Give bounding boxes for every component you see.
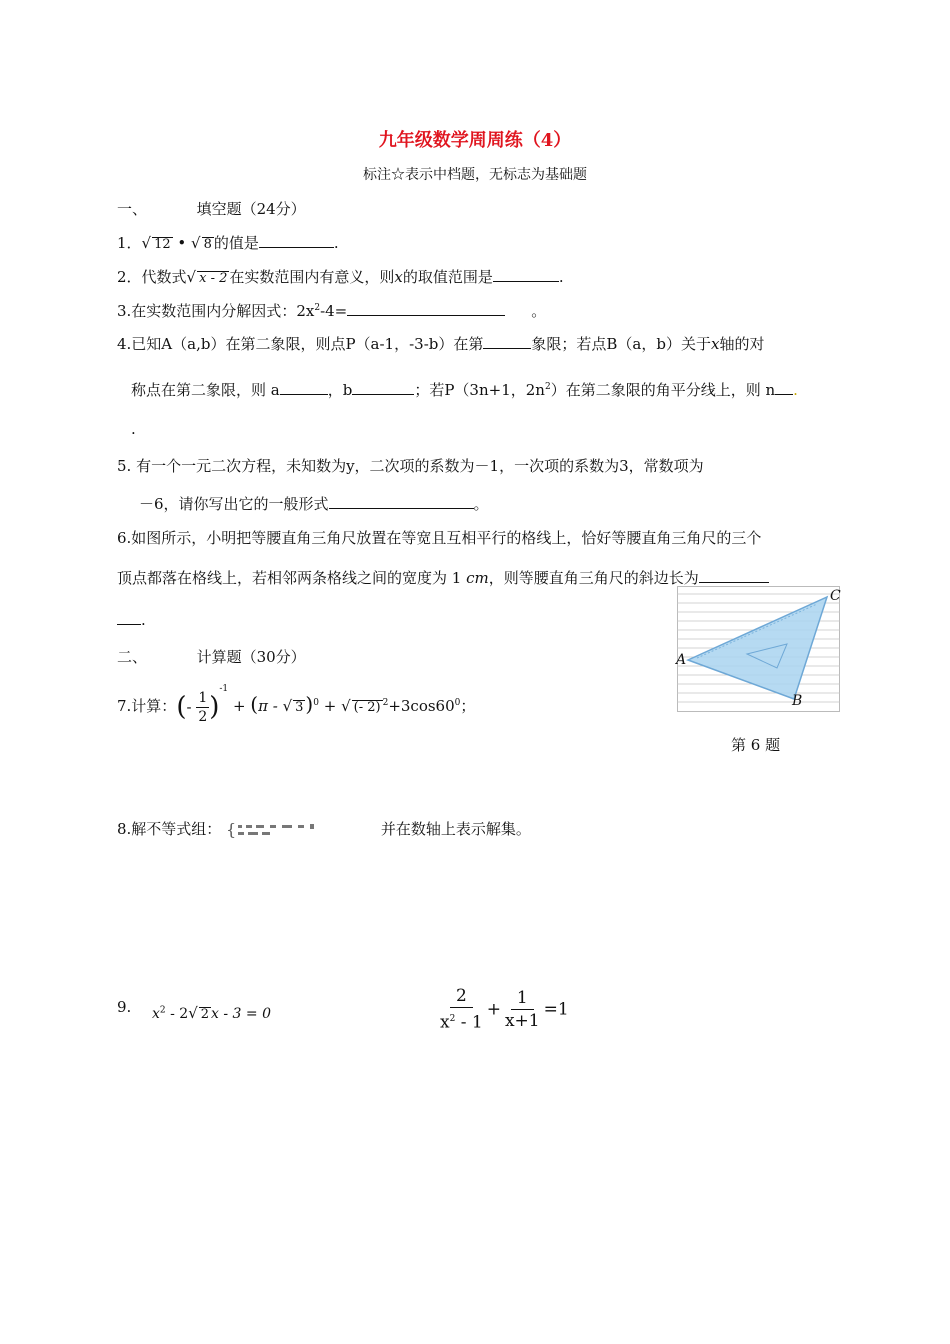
question-4-line-1: 4.已知A（a,b）在第二象限，则点P（a-1，-3-b）在第 象限；若点B（a，b）关于x轴的对: [117, 335, 765, 353]
question-8: 8.解不等式组： { 并在数轴上表示解集。: [117, 820, 531, 838]
section-label: 计算题（30分）: [196, 648, 306, 666]
question-6-line-1: 6.如图所示，小明把等腰直角三角尺放置在等宽且互相平行的格线上，恰好等腰直角三角尺的三个: [117, 529, 762, 547]
figure-caption: 第 6 题: [731, 736, 781, 754]
label-b: B: [792, 693, 803, 709]
question-5-line-2: －6，请你写出它的一般形式 。: [139, 495, 489, 513]
section-calculation: [117, 646, 306, 667]
question-6-line-3: .: [117, 610, 146, 629]
fraction-1-over-x-plus-1: $\frac{1}{x+1}$: [504, 987, 540, 1031]
question-4-line-3: .: [131, 420, 136, 438]
section-number: 二、: [117, 648, 148, 666]
fraction-2-over-x2-1: $\frac{2}{x^2 - 1}$: [440, 986, 483, 1033]
question-9-equation-2: $\frac{2}{x^2 - 1}$ + $\frac{1}{x+1}$ =1: [436, 985, 569, 1034]
section-fill-in: [117, 198, 306, 219]
question-7: 7.计算：(- $\frac{1}{2}$ )$^{-1}$ + (π - √ 3 )$^0$ + √ (- 2) $^2+3\cos 60^0$；: [117, 684, 476, 725]
answer-blank[interactable]: [352, 380, 414, 395]
fraction-half: $\frac{1}{2}$: [198, 689, 208, 725]
svg-text:{: {: [226, 822, 237, 838]
answer-blank[interactable]: [329, 494, 474, 509]
question-4-line-2: 称点在第二象限，则 a ，b ；若P（3n+1，$2n^2$）在第二象限的角平分线上，则 n .: [131, 381, 798, 399]
label-c: C: [830, 588, 841, 604]
answer-blank[interactable]: [280, 380, 328, 395]
section-number: 一、: [117, 200, 148, 218]
answer-blank[interactable]: [259, 233, 334, 248]
question-9-equation-1: $x^2 - 2√$ 2 x - 3 = 0: [152, 1004, 272, 1022]
answer-blank[interactable]: [483, 334, 531, 349]
answer-blank[interactable]: [699, 568, 769, 583]
page-title: 九年级数学周周练（4）: [378, 130, 572, 151]
answer-blank[interactable]: [775, 380, 793, 395]
question-1: 1．√ 12 • √ 8 的值是 .: [117, 234, 339, 252]
answer-blank[interactable]: [117, 610, 141, 625]
page-subtitle: 标注☆表示中档题，无标志为基础题: [363, 167, 587, 183]
answer-blank[interactable]: [493, 267, 559, 282]
question-6-line-2: 顶点都落在格线上，若相邻两条格线之间的宽度为 1 cm，则等腰直角三角尺的斜边长为: [117, 567, 769, 588]
inequality-system: [226, 822, 376, 838]
label-a: A: [676, 652, 687, 668]
question-2: 2．代数式√ x - 2 在实数范围内有意义，则x的取值范围是 .: [117, 268, 564, 286]
triangle-ruler-figure: [677, 586, 840, 712]
answer-blank[interactable]: [347, 301, 505, 316]
figure-svg: [677, 586, 840, 712]
section-label: 填空题（24分）: [196, 200, 306, 218]
question-3: 3.在实数范围内分解因式：$2x^2-4=$ 。: [117, 302, 547, 320]
question-5-line-1: 5. 有一个一元二次方程，未知数为y，二次项的系数为－1，一次项的系数为3，常数项为: [117, 457, 704, 475]
question-9-number: 9.: [117, 998, 132, 1016]
